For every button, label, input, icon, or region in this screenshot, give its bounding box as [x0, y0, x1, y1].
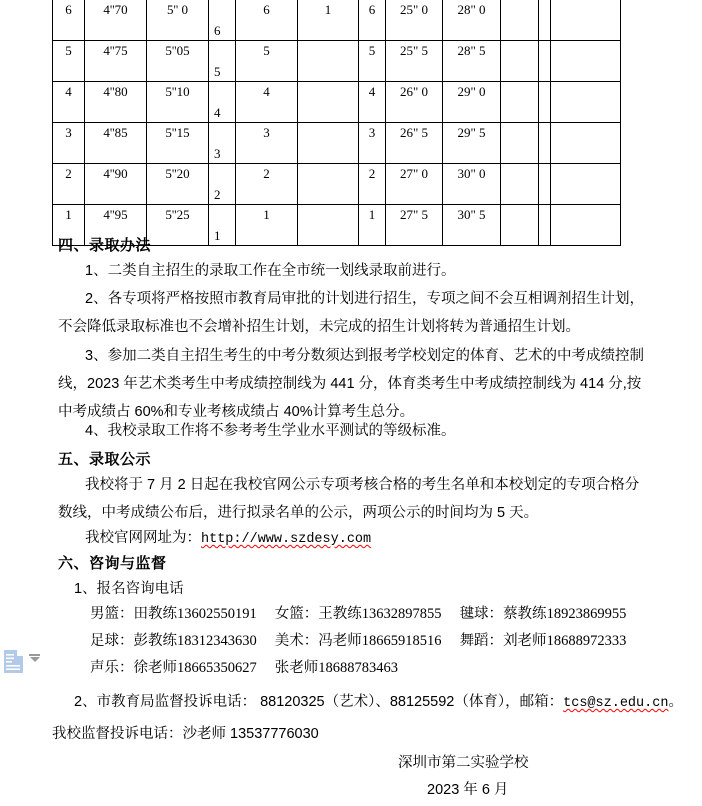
admission-method-item-2-line-2: 不会降低录取标准也不会增补招生计划，未完成的招生计划将转为普通招生计划。 [58, 319, 580, 335]
table-cell [501, 205, 539, 246]
table-row [53, 41, 621, 82]
table-cell [501, 82, 539, 123]
table-cell: 26" 5 [386, 123, 443, 164]
contact-phone: 18312343630 [177, 633, 257, 649]
table-cell: 6 [53, 0, 85, 41]
table-cell: 6 [236, 0, 298, 41]
table-cell: 3 [359, 123, 386, 164]
table-cell: 5 [236, 41, 298, 82]
table-cell: 5 [209, 41, 236, 82]
section-heading-consultation-supervision: 六、咨询与监督 [58, 555, 167, 572]
table-row [53, 0, 621, 41]
table-cell [298, 82, 359, 123]
contact-person: 王教练 [318, 606, 362, 622]
table-cell [539, 164, 551, 205]
contact-phone: 18923869955 [546, 606, 627, 622]
table-cell: 25" 5 [386, 41, 443, 82]
admission-method-item-1: 1、二类自主招生的录取工作在全市统一划线录取前进行。 [85, 263, 456, 279]
chevron-down-icon-bar [29, 654, 40, 656]
table-cell: 6 [359, 0, 386, 41]
table-cell [501, 123, 539, 164]
table-cell: 5''25 [147, 205, 209, 246]
table-cell: 4 [236, 82, 298, 123]
table-cell [551, 82, 621, 123]
table-cell: 4''90 [85, 164, 147, 205]
table-cell: 1 [209, 205, 236, 246]
contact-person: 张老师 [274, 660, 319, 676]
table-cell: 3 [53, 123, 85, 164]
section-heading-admission-publicity: 五、录取公示 [58, 451, 152, 468]
table-cell: 2 [359, 164, 386, 205]
table-cell: 4 [53, 82, 85, 123]
table-cell: 4''75 [85, 41, 147, 82]
admission-method-item-3-line-2: 线，2023 年艺术类考生中考成绩控制线为 441 分，体育类考生中考成绩控制线为 414 分,按 [58, 376, 642, 392]
supervision-item-2-suffix: 。 [668, 694, 683, 710]
table-cell: 26" 0 [386, 82, 443, 123]
table-cell [551, 0, 621, 41]
table-cell: 1 [53, 205, 85, 246]
table-row [53, 123, 621, 164]
table-cell: 29" 0 [443, 82, 501, 123]
table-cell: 5 [53, 41, 85, 82]
table-cell: 5''10 [147, 82, 209, 123]
admission-publicity-line-1: 我校将于 7 月 2 日起在我校官网公示专项考核合格的考生名单和本校划定的专项合格分 [85, 477, 640, 493]
table-cell: 4 [359, 82, 386, 123]
contact-sport-label: 女篮： [274, 606, 319, 622]
admission-method-item-2-line-1: 2、各专项将严格按照市教育局审批的计划进行招生，专项之间不会互相调剂招生计划， [85, 291, 645, 307]
contact-phone: 18688783463 [318, 660, 399, 676]
table-cell: 30" 0 [443, 164, 501, 205]
table-cell: 2 [209, 164, 236, 205]
contact-sport-label: 毽球： [459, 606, 504, 622]
admission-method-item-3-line-3: 中考成绩占 60%和专业考核成绩占 40%计算考生总分。 [58, 404, 415, 420]
table-cell [298, 123, 359, 164]
table-row [53, 82, 621, 123]
website-label: 我校官网网址为： [85, 530, 201, 546]
contact-phone: 18665350627 [177, 660, 257, 676]
contact-person: 蔡教练 [503, 606, 547, 622]
table-cell: 4 [209, 82, 236, 123]
supervision-item-2-text: 2、市教育局监督投诉电话： 88120325（艺术）、88125592（体育），邮箱： [74, 694, 564, 710]
table-cell: 5''05 [147, 41, 209, 82]
table-cell [539, 41, 551, 82]
school-supervision-phone: 我校监督投诉电话：沙老师 13537776030 [52, 726, 319, 742]
table-cell: 25" 0 [386, 0, 443, 41]
table-cell: 27" 5 [386, 205, 443, 246]
contact-person: 冯老师 [318, 633, 362, 649]
section-heading-admission-method: 四、录取办法 [58, 237, 152, 254]
table-cell: 3 [209, 123, 236, 164]
contact-person: 徐老师 [133, 660, 177, 676]
table-cell [551, 164, 621, 205]
footer-school-name: 深圳市第二实验学校 [398, 755, 529, 771]
table-cell: 4''85 [85, 123, 147, 164]
table-cell: 5 [359, 41, 386, 82]
website-line [85, 531, 371, 547]
contact-sport-label: 男篮： [90, 606, 134, 622]
table-cell: 30" 5 [443, 205, 501, 246]
chevron-down-icon[interactable] [30, 657, 40, 662]
contact-sport-label: 美术： [274, 633, 319, 649]
table-cell: 5''15 [147, 123, 209, 164]
table-cell: 4''95 [85, 205, 147, 246]
table-cell: 1 [298, 0, 359, 41]
admission-publicity-line-2: 数线，中考成绩公布后，进行拟录名单的公示，两项公示的时间均为 5 天。 [58, 505, 539, 521]
table-cell: 2 [236, 164, 298, 205]
table-cell: 27" 0 [386, 164, 443, 205]
table-body [53, 0, 621, 246]
table-cell [551, 205, 621, 246]
school-website-url[interactable]: http://www.szdesy.com [201, 532, 372, 547]
admission-method-item-3-line-1: 3、参加二类自主招生考生的中考分数须达到报考学校划定的体育、艺术的中考成绩控制 [85, 348, 645, 364]
table-cell: 1 [359, 205, 386, 246]
table-cell: 4''80 [85, 82, 147, 123]
table-cell: 3 [236, 123, 298, 164]
table-cell [501, 164, 539, 205]
table-cell [501, 41, 539, 82]
footer-date: 2023 年 6 月 [427, 782, 509, 798]
table-cell [539, 205, 551, 246]
contact-sport-label: 声乐： [90, 660, 134, 676]
admission-method-item-4: 4、我校录取工作将不参考考生学业水平测试的等级标准。 [85, 423, 456, 439]
contact-sport-label: 足球： [90, 633, 134, 649]
contact-person: 田教练 [133, 606, 177, 622]
table-cell [539, 82, 551, 123]
table-cell: 5'' 0 [147, 0, 209, 41]
table-cell: 28" 0 [443, 0, 501, 41]
table-cell: 6 [209, 0, 236, 41]
table-cell [501, 0, 539, 41]
supervision-item-2 [74, 695, 683, 711]
table-cell: 28" 5 [443, 41, 501, 82]
contact-sport-label: 舞蹈： [459, 633, 504, 649]
table-cell [298, 164, 359, 205]
contact-person: 彭教练 [133, 633, 177, 649]
table-cell [298, 205, 359, 246]
table-cell: 29" 5 [443, 123, 501, 164]
contact-phone: 13632897855 [361, 606, 442, 622]
contact-person: 刘老师 [503, 633, 547, 649]
score-conversion-table [52, 0, 621, 246]
table-cell: 1 [236, 205, 298, 246]
supervision-email[interactable]: tcs@sz.edu.cn [563, 696, 669, 711]
contact-phone: 18688972333 [546, 633, 627, 649]
table-cell [539, 123, 551, 164]
contact-phone: 13602550191 [177, 606, 257, 622]
paste-options-icon[interactable] [4, 650, 24, 673]
table-cell [551, 41, 621, 82]
contact-row [90, 661, 398, 676]
table-cell: 4''70 [85, 0, 147, 41]
table-cell [551, 123, 621, 164]
table-cell: 2 [53, 164, 85, 205]
contact-phone: 18665918516 [361, 633, 442, 649]
table-cell: 5''20 [147, 164, 209, 205]
table-row [53, 164, 621, 205]
table-cell [298, 41, 359, 82]
table-cell [539, 0, 551, 41]
contact-row [90, 634, 626, 649]
contact-row [90, 607, 626, 622]
consultation-item-1: 1、报名咨询电话 [74, 581, 184, 597]
